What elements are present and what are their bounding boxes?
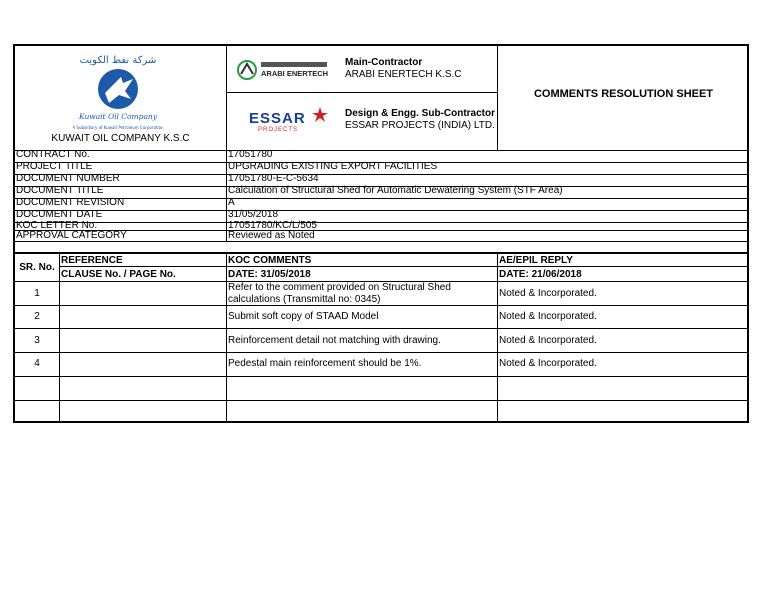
koc-logo-tagline: A Subsidiary of Kuwait Petroleum Corporation [73, 125, 163, 130]
info-label-koc-letter: KOC LETTER No. [16, 220, 98, 231]
info-label-project-title: PROJECT TITLE [16, 161, 93, 172]
info-label-document-date: DOCUMENT DATE [16, 209, 103, 220]
essar-logo [248, 105, 328, 133]
reply-header: AE/EPIL REPLY [499, 255, 573, 266]
sub-contractor-name: ESSAR PROJECTS (INDIA) LTD. [345, 120, 495, 131]
arabi-logo-text: ARABI ENERTECH [261, 69, 329, 78]
reply-date: DATE: 21/06/2018 [499, 269, 582, 280]
sheet-title: COMMENTS RESOLUTION SHEET [533, 88, 714, 100]
arabi-enertech-emblem [237, 58, 332, 82]
main-contractor-name: ARABI ENERTECH K.S.C [345, 69, 462, 80]
row-2-reply: Noted & Incorporated. [499, 311, 597, 322]
info-value-document-revision: A [228, 197, 235, 208]
koc-logo-english: Kuwait Oil Company [79, 112, 157, 121]
info-label-document-title: DOCUMENT TITLE [16, 185, 104, 196]
info-label-document-revision: DOCUMENT REVISION [16, 197, 125, 208]
koc-comments-header: KOC COMMENTS [228, 255, 312, 266]
info-value-contract: 17051780 [228, 149, 273, 160]
table-col-divider-2 [226, 253, 227, 423]
row-3-sr: 3 [34, 335, 40, 346]
row-3-comment: Reinforcement detail not matching with drawing. [228, 335, 441, 346]
info-value-koc-letter: 17051780/KC/L/505 [228, 220, 317, 231]
row-1-sr: 1 [34, 288, 40, 299]
header-contractor-divider [226, 92, 498, 93]
table-col-divider-3 [497, 253, 498, 423]
row-1-comment-line2: calculations (Transmittal no: 0345) [228, 294, 381, 305]
sr-no-header: SR. No. [19, 262, 55, 273]
koc-comments-date: DATE: 31/05/2018 [228, 269, 311, 280]
koc-logo-emblem [73, 49, 163, 133]
row-4-sr: 4 [34, 358, 40, 369]
info-label-approval-category: APPROVAL CATEGORY [16, 230, 127, 241]
info-value-project-title: UPGRADING EXISTING EXPORT FACILITIES [228, 161, 438, 172]
row-4-reply: Noted & Incorporated. [499, 358, 597, 369]
info-value-document-date: 31/05/2018 [228, 209, 279, 220]
header-bottom-line [15, 150, 749, 151]
info-value-approval-category: Reviewed as Noted [228, 230, 315, 241]
koc-logo [73, 49, 163, 133]
row-2-sr: 2 [34, 311, 40, 322]
info-divider [226, 150, 227, 241]
koc-company-name: KUWAIT OIL COMPANY K.S.C [51, 133, 190, 144]
main-contractor-label: Main-Contractor [345, 57, 423, 68]
row-2-comment: Submit soft copy of STAAD Model [228, 311, 379, 322]
koc-logo-arabic: شركة نفط الكويت [79, 55, 157, 66]
sub-contractor-label: Design & Engg. Sub-Contractor [345, 108, 495, 119]
info-value-document-title: Calculation of Structural Shed for Automatic Dewatering System (STF Area) [228, 185, 563, 196]
comments-resolution-sheet [13, 44, 749, 423]
clause-header: CLAUSE No. / PAGE No. [61, 269, 176, 280]
reference-header: REFERENCE [61, 255, 123, 266]
info-value-document-number: 17051780-E-C-5634 [228, 173, 319, 184]
essar-logo-sub: PROJECTS [258, 127, 299, 133]
arabi-enertech-logo [237, 58, 332, 82]
row-1-comment-line1: Refer to the comment provided on Structural Shed [228, 282, 451, 293]
row-4-comment: Pedestal main reinforcement should be 1%. [228, 358, 422, 369]
info-label-document-number: DOCUMENT NUMBER [16, 173, 120, 184]
table-col-divider-1 [59, 253, 60, 423]
row-3-reply: Noted & Incorporated. [499, 335, 597, 346]
header-divider-1 [226, 46, 227, 151]
essar-logo-text: ESSAR [249, 110, 306, 127]
info-label-contract: CONTRACT No. [16, 149, 90, 160]
essar-logo-emblem [248, 105, 328, 133]
row-1-reply: Noted & Incorporated. [499, 288, 597, 299]
